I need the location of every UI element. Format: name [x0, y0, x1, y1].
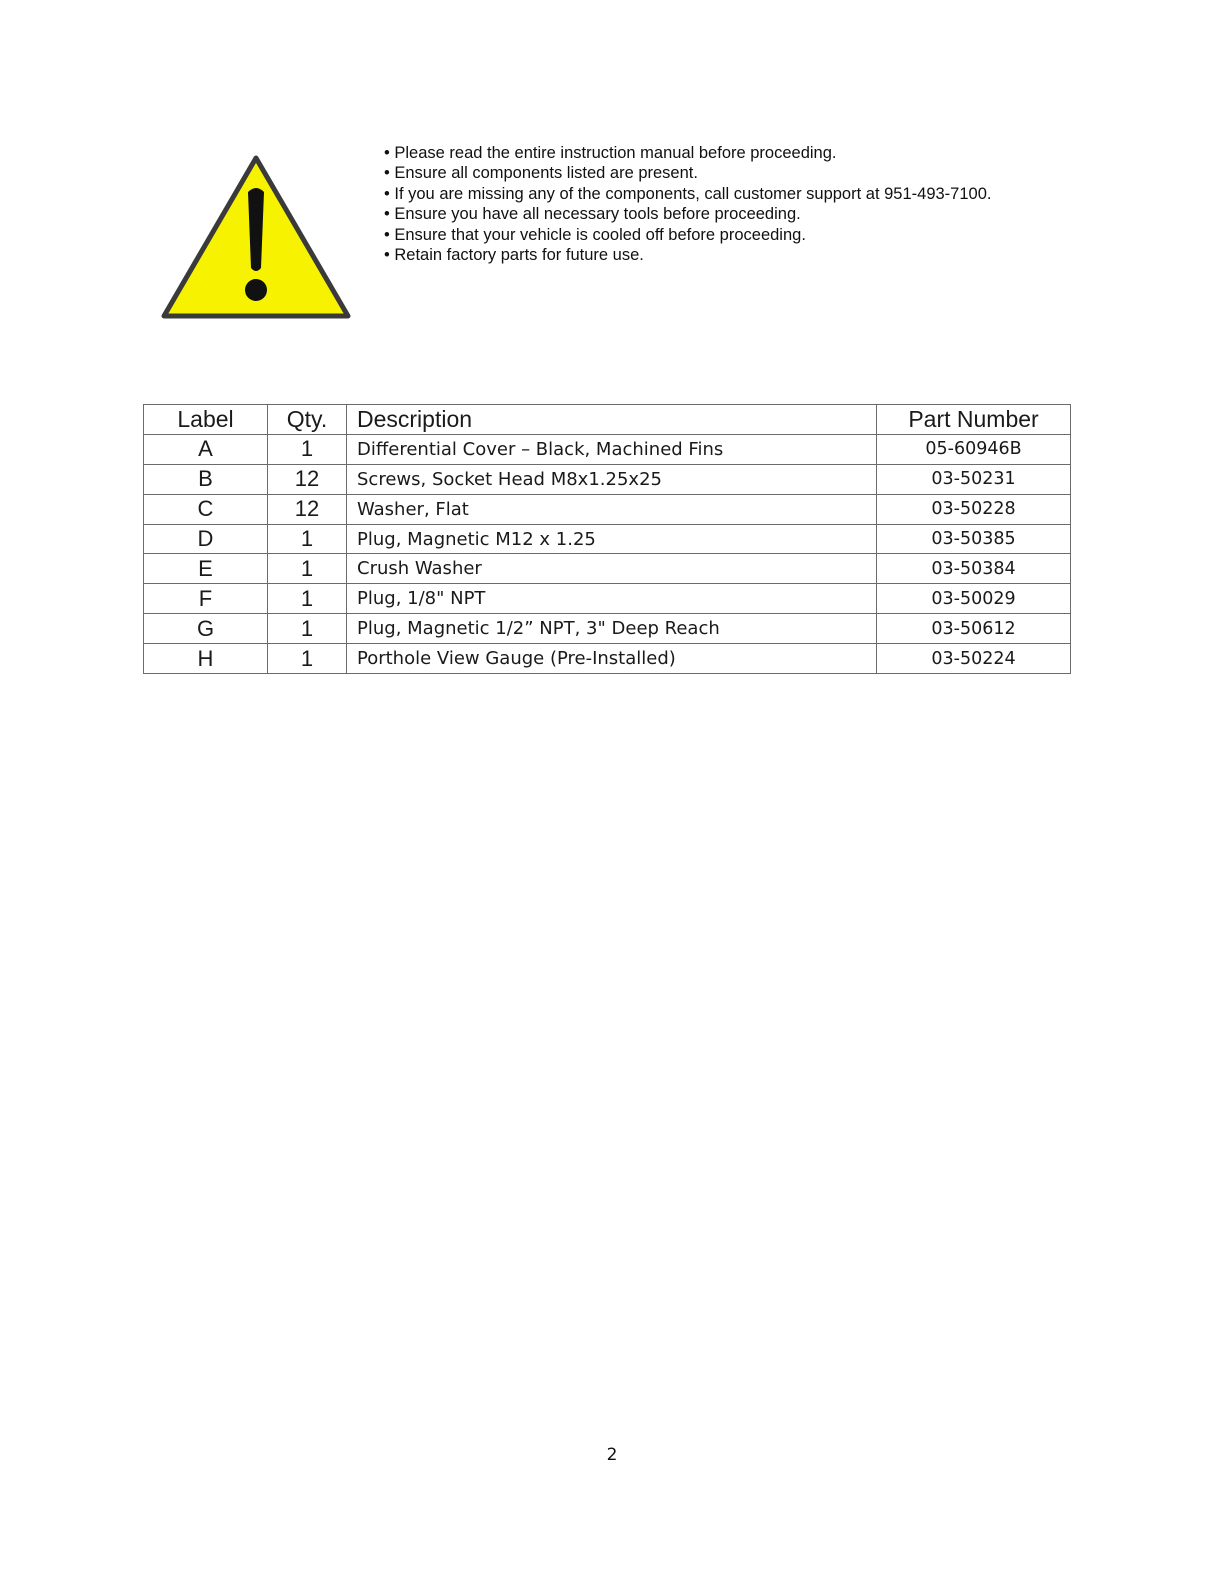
cell-description: Porthole View Gauge (Pre-Installed) — [347, 644, 877, 674]
table-row — [144, 614, 1071, 644]
table-row — [144, 644, 1071, 674]
cell-part-number: 03-50029 — [877, 584, 1071, 614]
table-row — [144, 554, 1071, 584]
cell-description: Plug, 1/8" NPT — [347, 584, 877, 614]
cell-label: F — [144, 584, 268, 614]
cell-part-number: 03-50612 — [877, 614, 1071, 644]
cell-label: E — [144, 554, 268, 584]
note-item: • Please read the entire instruction manual before proceeding. — [384, 143, 991, 163]
parts-table — [143, 404, 1071, 674]
cell-part-number: 03-50224 — [877, 644, 1071, 674]
cell-label: C — [144, 494, 268, 524]
cell-description: Plug, Magnetic M12 x 1.25 — [347, 524, 877, 554]
cell-label: B — [144, 464, 268, 494]
cell-description: Crush Washer — [347, 554, 877, 584]
note-item: • If you are missing any of the components, call customer support at 951-493-7100. — [384, 184, 991, 204]
cell-qty: 1 — [268, 584, 347, 614]
header-part-number: Part Number — [877, 405, 1071, 435]
cell-qty: 1 — [268, 614, 347, 644]
table-row — [144, 494, 1071, 524]
cell-label: D — [144, 524, 268, 554]
cell-qty: 12 — [268, 464, 347, 494]
cell-qty: 1 — [268, 644, 347, 674]
cell-label: A — [144, 434, 268, 464]
table-row — [144, 464, 1071, 494]
cell-part-number: 03-50231 — [877, 464, 1071, 494]
cell-part-number: 03-50385 — [877, 524, 1071, 554]
note-item: • Ensure you have all necessary tools before proceeding. — [384, 204, 991, 224]
cell-description: Plug, Magnetic 1/2” NPT, 3" Deep Reach — [347, 614, 877, 644]
header-label: Label — [144, 405, 268, 435]
table-row — [144, 584, 1071, 614]
note-item: • Ensure all components listed are present. — [384, 163, 991, 183]
cell-part-number: 03-50228 — [877, 494, 1071, 524]
cell-description: Washer, Flat — [347, 494, 877, 524]
header-qty: Qty. — [268, 405, 347, 435]
note-item: • Retain factory parts for future use. — [384, 245, 991, 265]
header-description: Description — [347, 405, 877, 435]
cell-part-number: 05-60946B — [877, 434, 1071, 464]
cell-label: G — [144, 614, 268, 644]
cell-qty: 12 — [268, 494, 347, 524]
safety-notes-list — [384, 143, 991, 265]
cell-part-number: 03-50384 — [877, 554, 1071, 584]
note-item: • Ensure that your vehicle is cooled off before proceeding. — [384, 225, 991, 245]
cell-description: Differential Cover – Black, Machined Fins — [347, 434, 877, 464]
table-row — [144, 434, 1071, 464]
table-row — [144, 524, 1071, 554]
cell-qty: 1 — [268, 434, 347, 464]
warning-triangle-icon — [158, 152, 354, 324]
table-header-row — [144, 405, 1071, 435]
page-number: 2 — [606, 1445, 618, 1465]
cell-qty: 1 — [268, 554, 347, 584]
cell-description: Screws, Socket Head M8x1.25x25 — [347, 464, 877, 494]
exclamation-dot — [245, 279, 267, 301]
cell-qty: 1 — [268, 524, 347, 554]
cell-label: H — [144, 644, 268, 674]
